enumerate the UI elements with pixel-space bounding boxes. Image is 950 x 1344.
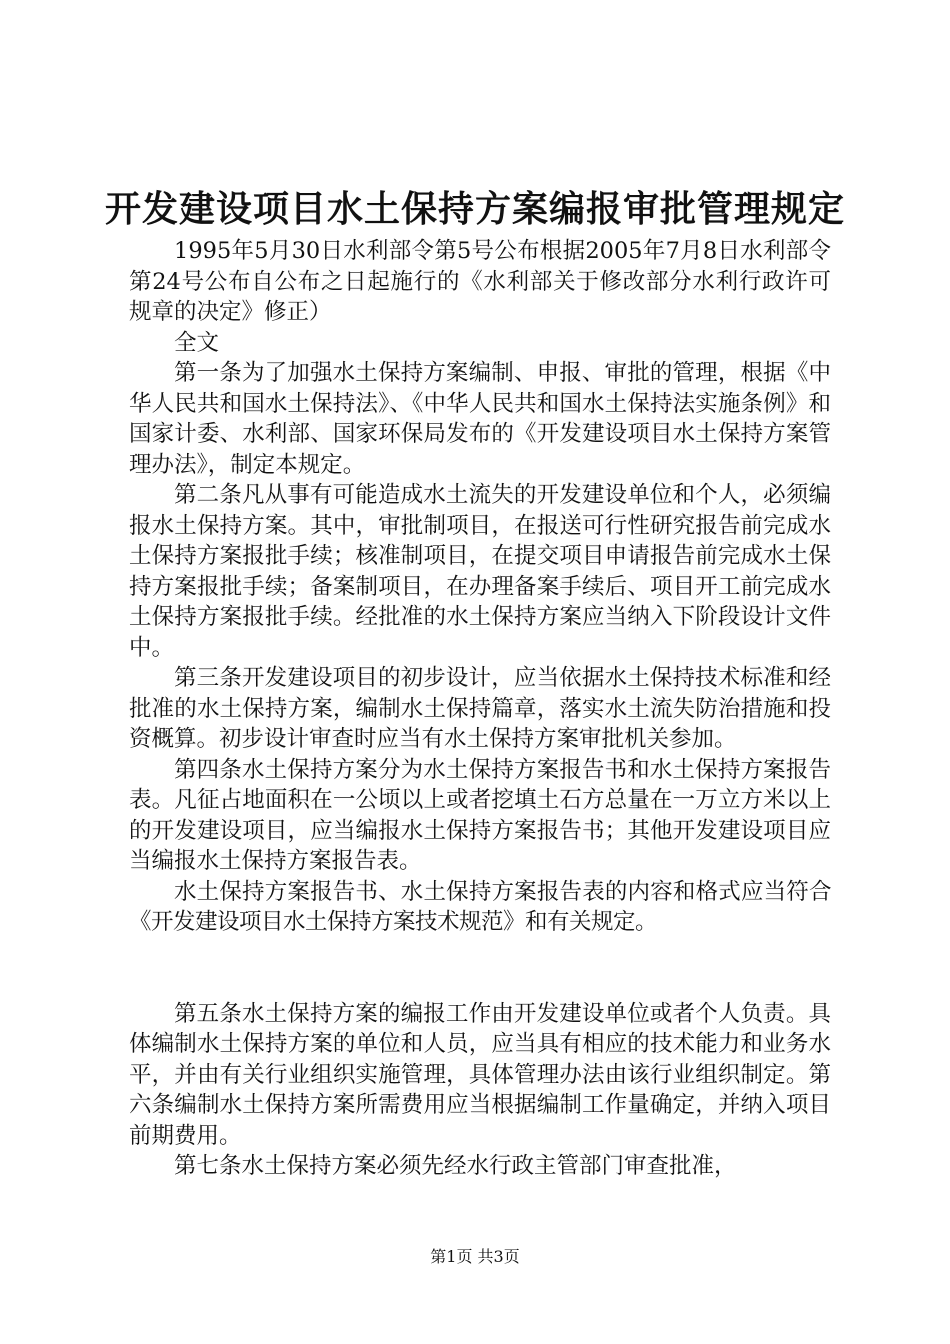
article-3-paragraph: 第三条开发建设项目的初步设计，应当依据水土保持技术标准和经批准的水土保持方案，编制水土保持篇章，落实水土流失防治措施和投资概算。初步设计审查时应当有水土保持方案审批机关参加。	[129, 665, 831, 752]
article-5-6-paragraph: 第五条水土保持方案的编报工作由开发建设单位或者个人负责。具体编制水土保持方案的单位和人员，应当具有相应的技术能力和业务水平，并由有关行业组织实施管理，具体管理办法由该行业组织制定。第六条编制水土保持方案所需费用应当根据编制工作量确定，并纳入项目前期费用。	[129, 1000, 831, 1149]
document-title: 开发建设项目水土保持方案编报审批管理规定	[104, 188, 845, 230]
article-4-continuation-paragraph: 水土保持方案报告书、水土保持方案报告表的内容和格式应当符合《开发建设项目水土保持方案技术规范》和有关规定。	[129, 878, 831, 935]
article-7-paragraph: 第七条水土保持方案必须先经水行政主管部门审查批准，	[174, 1153, 737, 1179]
document-body	[129, 236, 831, 1182]
preamble-paragraph: 1995年5月30日水利部令第5号公布根据2005年7月8日水利部令第24号公布自公布之日起施行的《水利部关于修改部分水利行政许可规章的决定》修正）	[129, 238, 831, 325]
full-text-label: 全文	[174, 329, 220, 356]
article-2-paragraph: 第二条凡从事有可能造成水土流失的开发建设单位和个人，必须编报水土保持方案。其中，审批制项目，在报送可行性研究报告前完成水土保持方案报批手续；核准制项目，在提交项目申请报告前完成水土保持方案报批手续；备案制项目，在办理备案手续后、项目开工前完成水土保持方案报批手续。经批准的水土保持方案应当纳入下阶段设计文件中。	[129, 482, 831, 661]
article-1-paragraph: 第一条为了加强水土保持方案编制、申报、审批的管理，根据《中华人民共和国水土保持法》、《中华人民共和国水土保持法实施条例》和国家计委、水利部、国家环保局发布的《开发建设项目水土保持方案管理办法》，制定本规定。	[129, 360, 831, 478]
paragraph-spacer	[129, 938, 831, 999]
page-number-footer: 第1页 共3页	[430, 1247, 520, 1266]
article-4-paragraph: 第四条水土保持方案分为水土保持方案报告书和水土保持方案报告表。凡征占地面积在一公顷以上或者挖填土石方总量在一万立方米以上的开发建设项目，应当编报水土保持方案报告书；其他开发建设项目应当编报水土保持方案报告表。	[129, 756, 831, 874]
